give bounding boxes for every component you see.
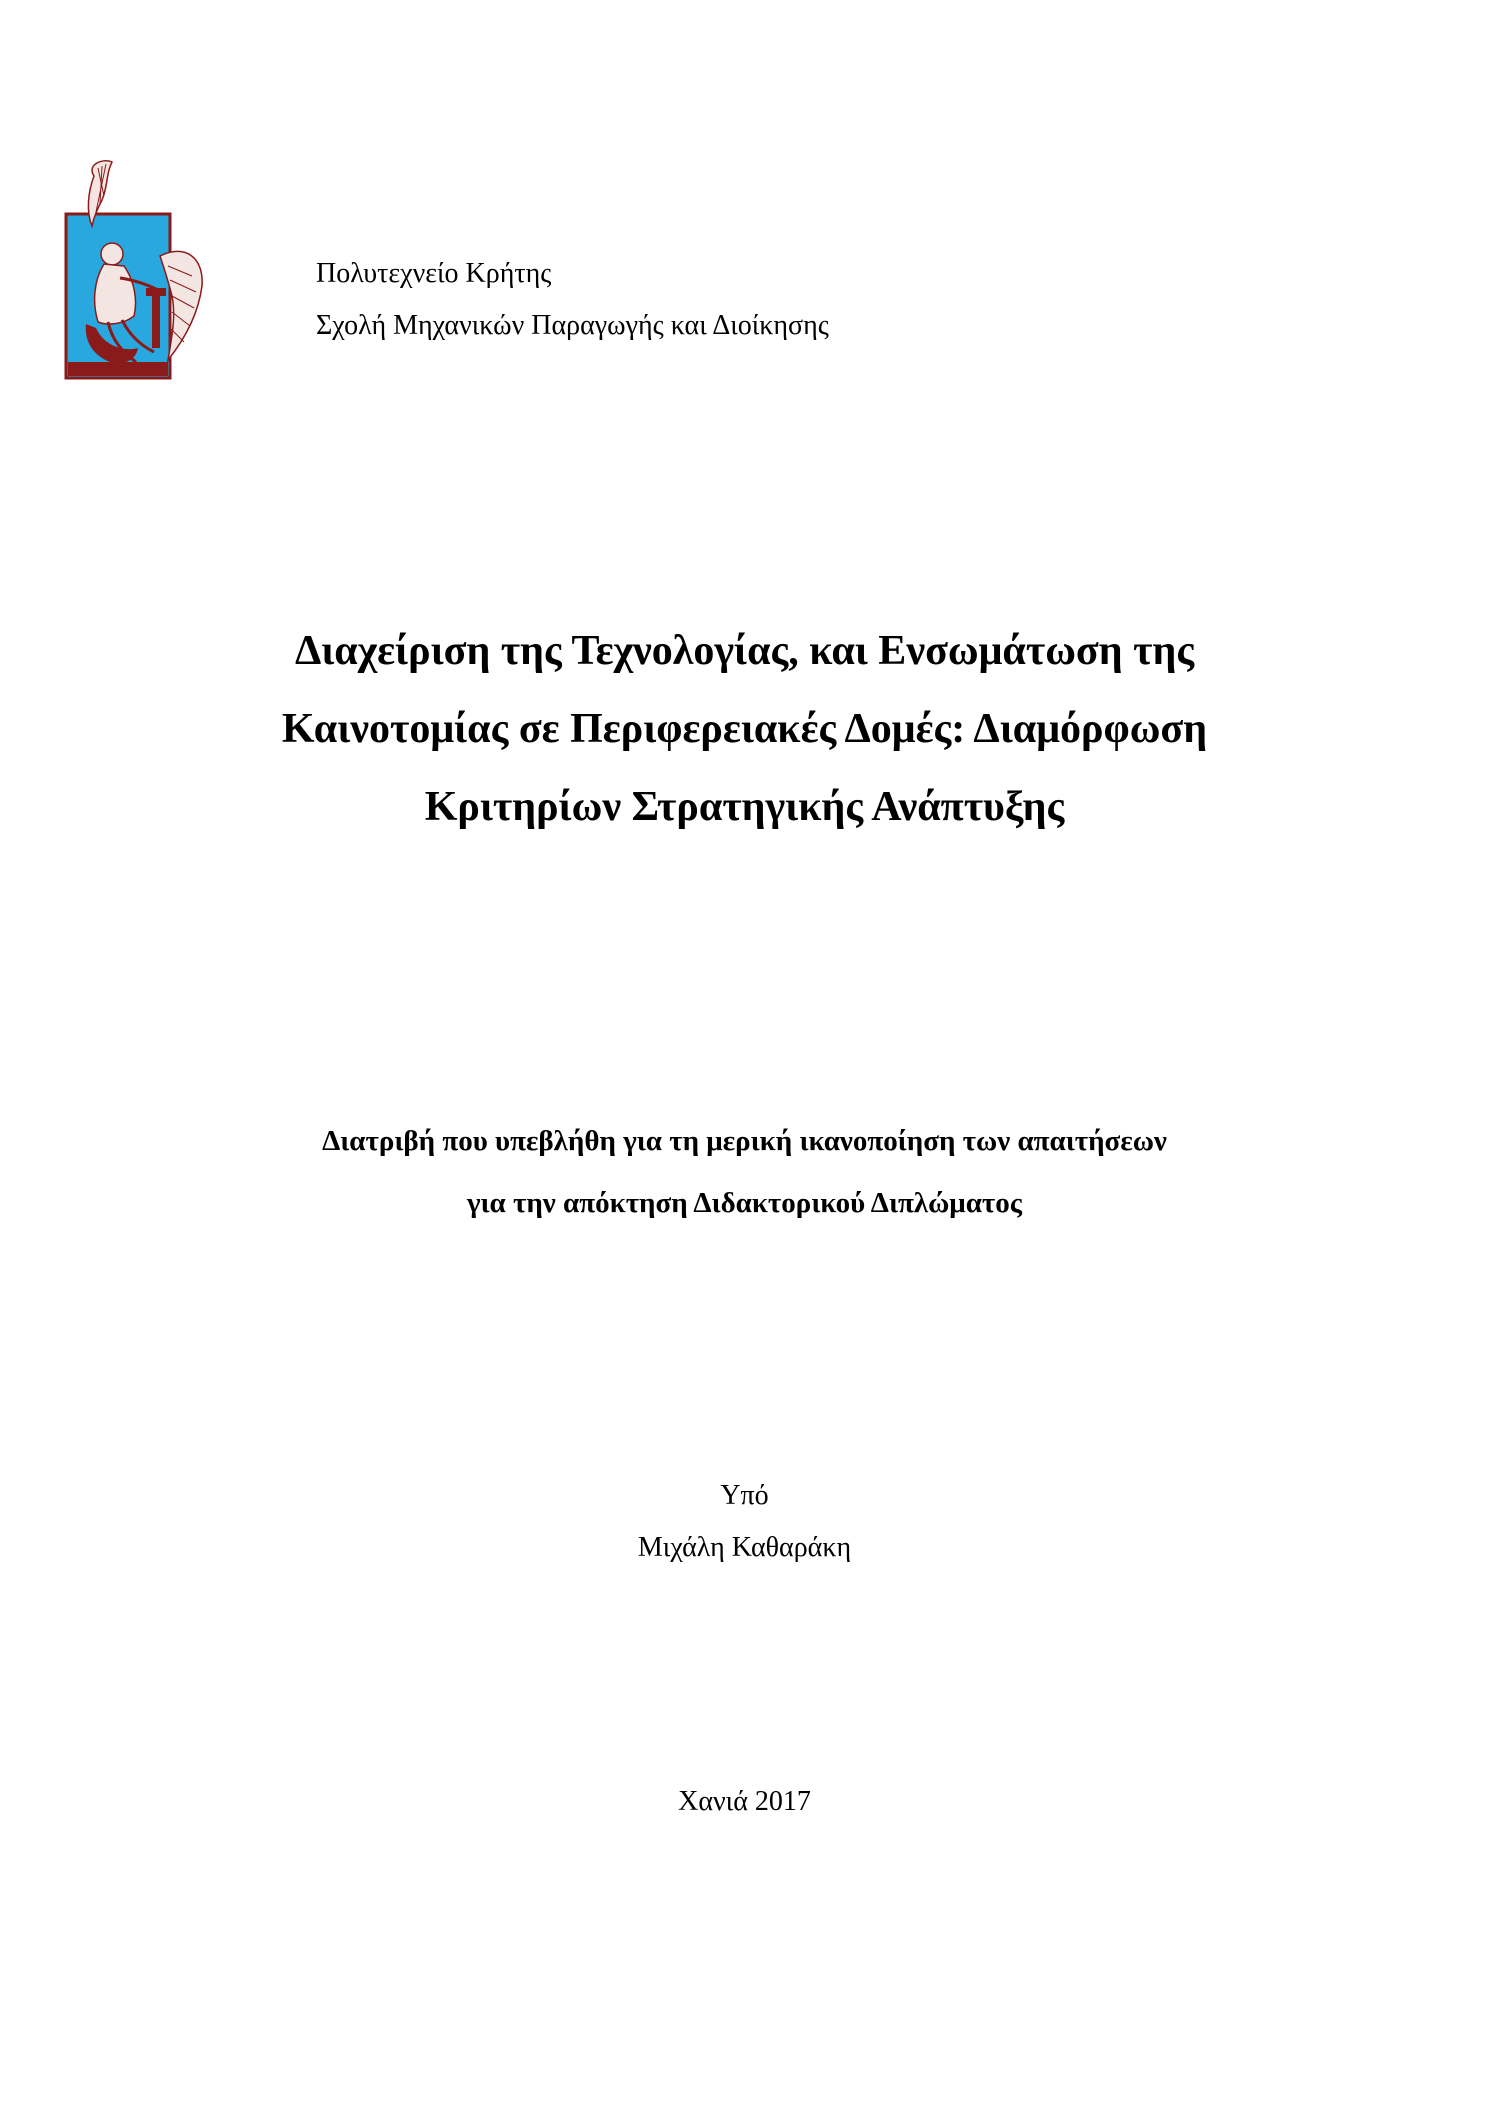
thesis-subtitle	[0, 1110, 1489, 1234]
school-name: Σχολή Μηχανικών Παραγωγής και Διοίκησης	[316, 310, 829, 341]
subtitle-line-2: για την απόκτηση Διδακτορικού Διπλώματος	[466, 1187, 1023, 1219]
place-date: Χανιά 2017	[678, 1786, 811, 1817]
institution-block	[316, 248, 829, 352]
author-block	[0, 1470, 1489, 1574]
subtitle-line-1: Διατριβή που υπεβλήθη για τη μερική ικανοποίηση των απαιτήσεων	[322, 1125, 1167, 1157]
title-line-3: Κριτηρίων Στρατηγικής Ανάπτυξης	[424, 784, 1065, 830]
title-line-2: Καινοτομίας σε Περιφερειακές Δομές: Διαμόρφωση	[281, 706, 1208, 752]
university-emblem-icon	[64, 156, 206, 382]
title-line-1: Διαχείριση της Τεχνολογίας, και Ενσωμάτωση της	[294, 628, 1195, 674]
thesis-title	[0, 612, 1489, 846]
by-label: Υπό	[720, 1480, 769, 1511]
university-name: Πολυτεχνείο Κρήτης	[316, 258, 552, 289]
author-name: Μιχάλη Καθαράκη	[637, 1532, 852, 1563]
